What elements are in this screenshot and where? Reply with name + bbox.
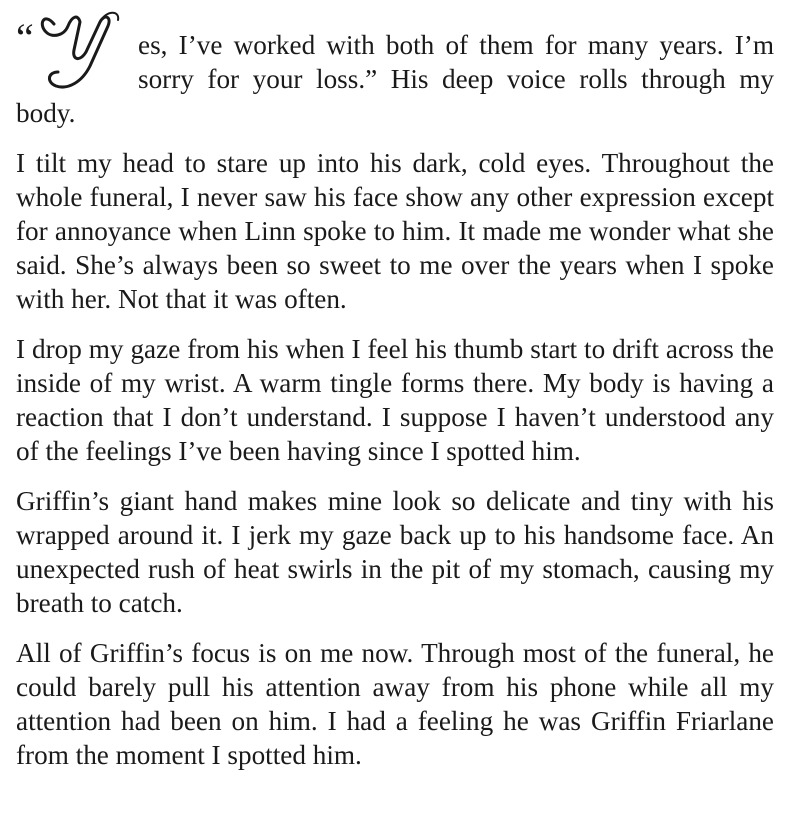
paragraph-1-text: es, I’ve worked with both of them for many years. I’m sorry for your loss.” His deep voice rolls through my body. <box>16 30 774 128</box>
paragraph-3: I drop my gaze from his when I feel his thumb start to drift across the inside of my wrist. A warm tingle forms there. My body is having a reaction that I don’t understand. I suppose I haven’t understood any of the feelings I’ve been having since I spotted him. <box>16 334 774 466</box>
book-page <box>16 15 774 788</box>
paragraph-4: Griffin’s giant hand makes mine look so delicate and tiny with his wrapped around it. I jerk my gaze back up to his handsome face. An unexpected rush of heat swirls in the pit of my stomach, causing my breath to catch. <box>16 486 774 618</box>
opening-quote-mark: “ <box>16 15 34 60</box>
paragraph-5: All of Griffin’s focus is on me now. Through most of the funeral, he could barely pull his attention away from his phone while all my attention had been on him. I had a feeling he was Griffin Friarlane from the moment I spotted him. <box>16 638 774 770</box>
paragraph-2: I tilt my head to stare up into his dark, cold eyes. Throughout the whole funeral, I never saw his face show any other expression except for annoyance when Linn spoke to him. It made me wonder what she said. She’s always been so sweet to me over the years when I spoke with her. Not that it was often. <box>16 148 774 314</box>
dropcap <box>16 15 134 92</box>
dropcap-letter-y <box>34 6 130 92</box>
paragraph-1 <box>16 15 774 130</box>
